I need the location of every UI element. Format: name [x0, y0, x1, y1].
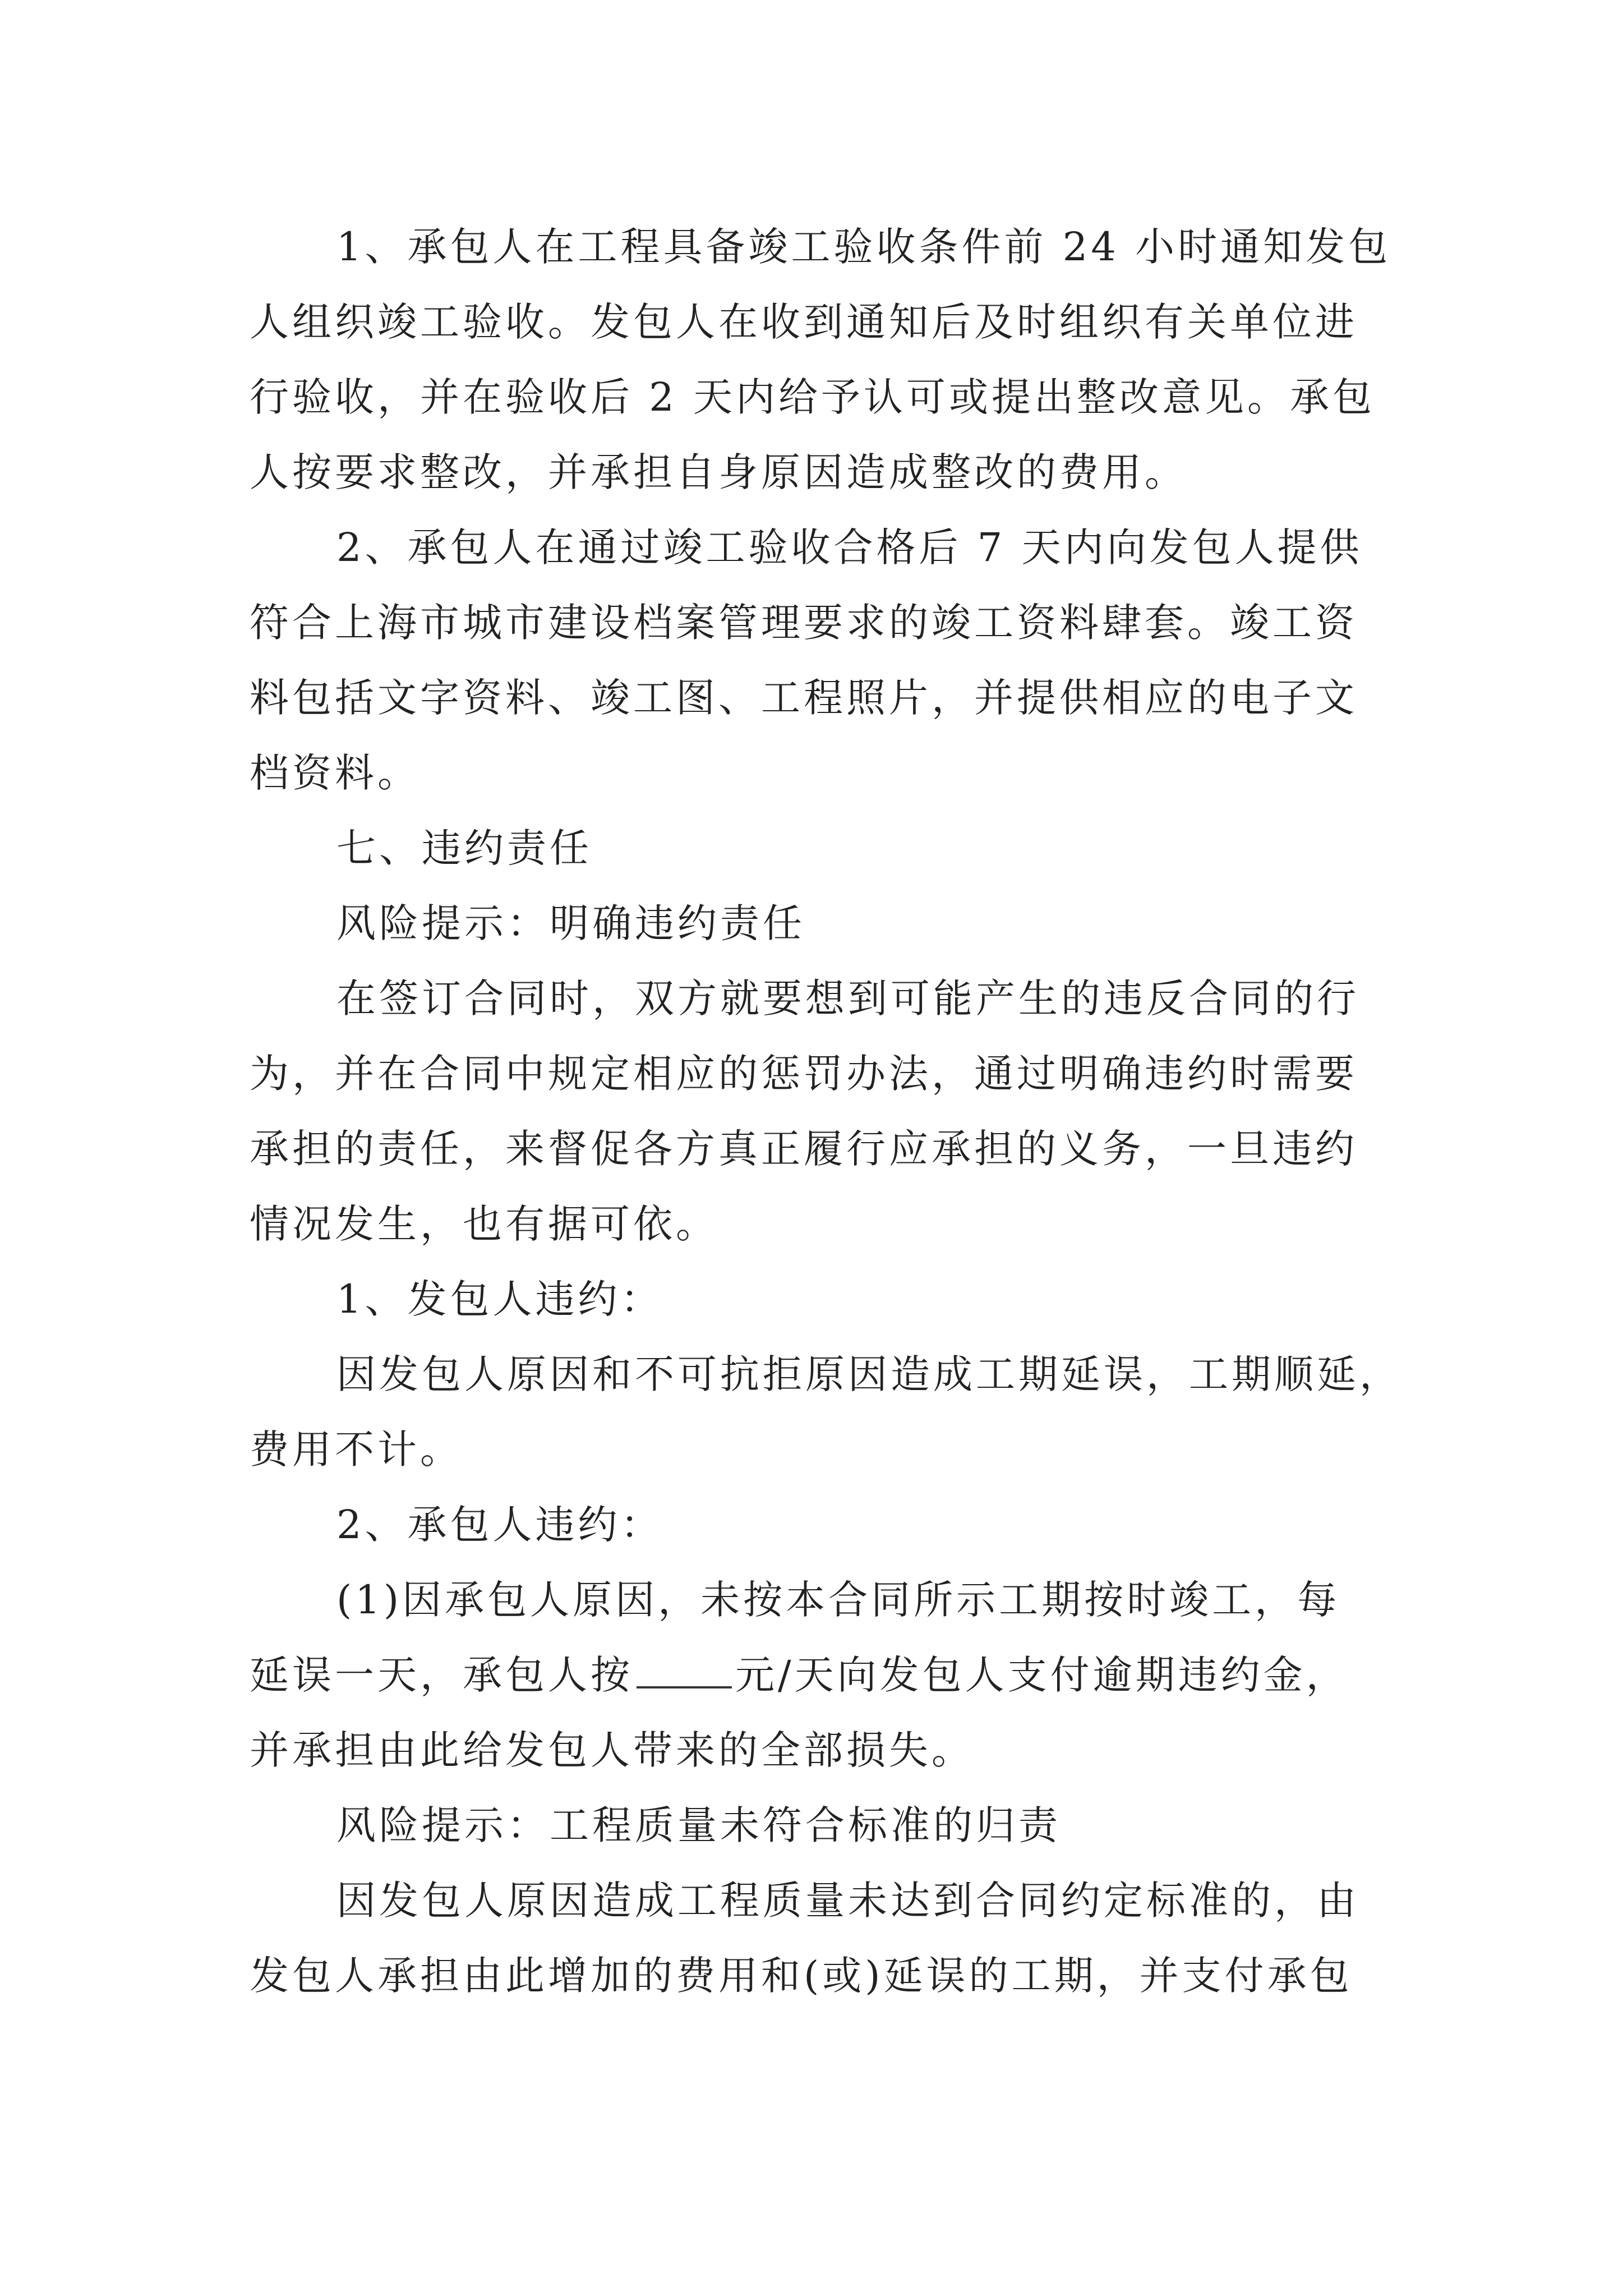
risk-tip-heading: 风险提示：工程质量未符合标准的归责 — [336, 1802, 1061, 1848]
paragraph-line: 发包人承担由此增加的费用和(或)延误的工期，并支付承包 — [250, 1953, 1353, 1999]
section-heading: 七、违约责任 — [336, 825, 592, 871]
paragraph-line: 因发包人原因造成工程质量未达到合同约定标准的，由 — [336, 1878, 1359, 1924]
paragraph-line: 因发包人原因和不可抗拒原因造成工期延误，工期顺延， — [336, 1351, 1402, 1397]
paragraph-line: 档资料。 — [250, 750, 420, 796]
paragraph-line: 承担的责任，来督促各方真正履行应承担的义务，一旦违约 — [250, 1126, 1358, 1172]
subheading: 1、发包人违约： — [336, 1276, 663, 1322]
paragraph-line: 行验收，并在验收后 2 天内给予认可或提出整改意见。承包 — [250, 374, 1376, 420]
paragraph-line: 并承担由此给发包人带来的全部损失。 — [250, 1727, 974, 1773]
text-after-blank: 元/天向发包人支付逾期违约金， — [735, 1652, 1349, 1698]
fill-in-blank — [637, 1653, 732, 1688]
subheading: 2、承包人违约： — [336, 1502, 663, 1548]
risk-tip-heading: 风险提示：明确违约责任 — [336, 900, 805, 946]
paragraph-line-with-blank — [250, 1638, 1349, 1712]
paragraph-line: 2、承包人在通过竣工验收合格后 7 天内向发包人提供 — [336, 524, 1363, 570]
paragraph-line: 在签订合同时，双方就要想到可能产生的违反合同的行 — [336, 976, 1359, 1022]
paragraph-line: 料包括文字资料、竣工图、工程照片，并提供相应的电子文 — [250, 675, 1358, 721]
paragraph-line: 1、承包人在工程具备竣工验收条件前 24 小时通知发包 — [336, 224, 1391, 270]
paragraph-line: 为，并在合同中规定相应的惩罚办法，通过明确违约时需要 — [250, 1051, 1358, 1097]
paragraph-line: 人按要求整改，并承担自身原因造成整改的费用。 — [250, 449, 1187, 495]
paragraph-line: 费用不计。 — [250, 1427, 463, 1473]
paragraph-line: (1)因承包人原因，未按本合同所示工期按时竣工，每 — [336, 1577, 1340, 1623]
paragraph-line: 情况发生，也有据可依。 — [250, 1201, 718, 1247]
text-before-blank: 延误一天，承包人按 — [250, 1652, 633, 1698]
paragraph-line: 符合上海市城市建设档案管理要求的竣工资料肆套。竣工资 — [250, 600, 1358, 646]
paragraph-line: 人组织竣工验收。发包人在收到通知后及时组织有关单位进 — [250, 299, 1358, 345]
